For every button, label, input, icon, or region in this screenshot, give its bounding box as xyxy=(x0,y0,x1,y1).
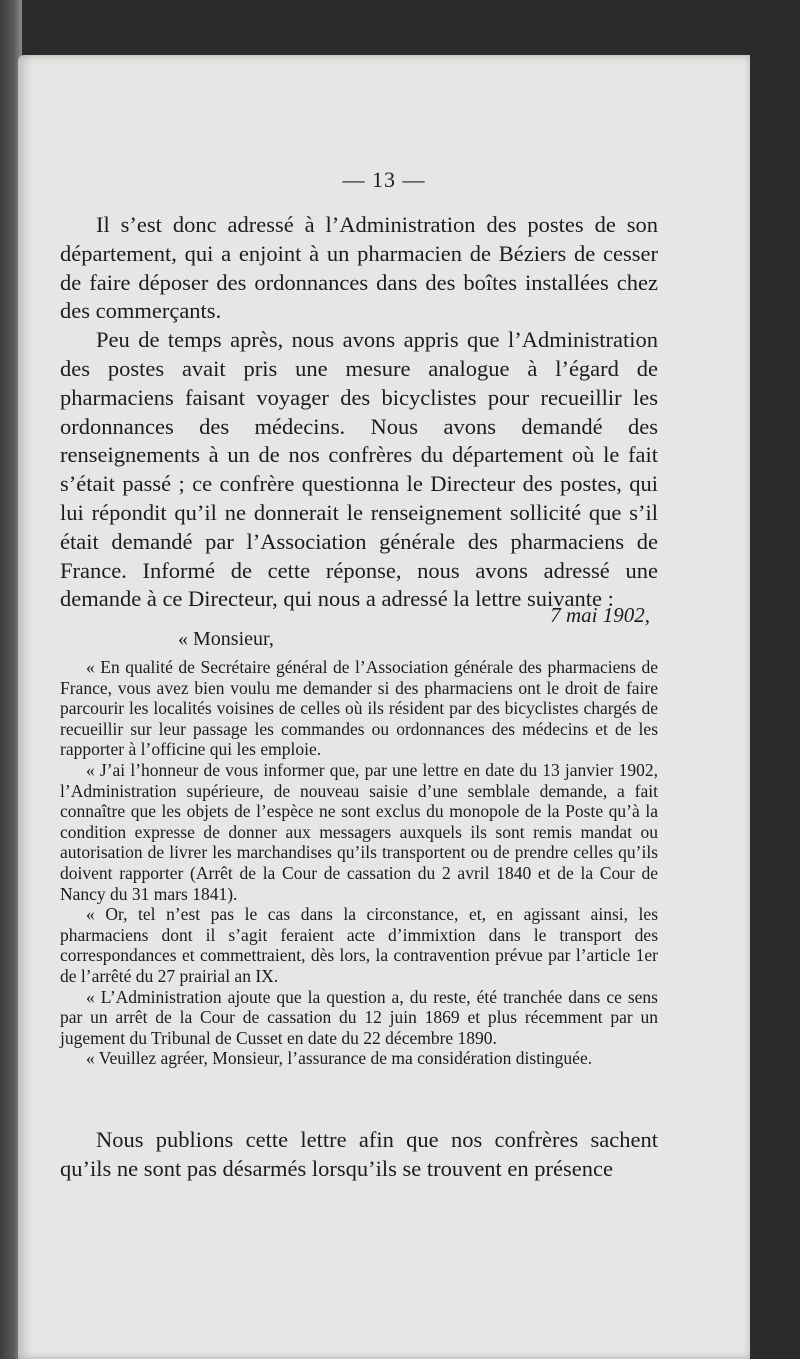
letter-salutation: « Monsieur, xyxy=(178,628,274,650)
closing-text xyxy=(60,1126,658,1184)
intro-paragraph-2: Peu de temps après, nous avons appris que l’Administration des postes avait pris une mesure analogue à l’égard de pharmaciens faisant voyager des bicyclistes pour recueillir les ordonnances des médecins. Nous avons demandé des renseignements à un de nos confrères du département où le fait s’était passé ; ce confrère questionna le Directeur des postes, qui lui répondit qu’il ne donnerait le renseignement sollicité que s’il était demandé par l’Association générale des pharmaciens de France. Informé de cette réponse, nous avons adressé une demande à ce Directeur, qui nous a adressé la lettre suivante : xyxy=(60,327,658,612)
closing-paragraph: Nous publions cette lettre afin que nos confrères sachent qu’ils ne sont pas désarmés lorsqu’ils se trouvent en présence xyxy=(60,1127,658,1181)
letter-paragraph-2: « J’ai l’honneur de vous informer que, par une lettre en date du 13 janvier 1902, l’Administration supérieure, de nouveau saisie d’une semblale demande, a fait connaître que les objets de l’espèce ne sont exclus du monopole de la Poste qu’à la condition expresse de donner aux messagers auxquels ils sont remis mandat ou autorisation de livrer les marchandises qu’ils transportent ou de prendre celles qu’ils doivent rapporter (Arrêt de la Cour de cassation du 2 avril 1840 et de la Cour de Nancy du 31 mars 1841). xyxy=(60,759,658,904)
letter-date: 7 mai 1902, xyxy=(550,603,650,627)
letter-body xyxy=(60,657,658,1069)
letter-paragraph-1: « En qualité de Secrétaire général de l’Association générale des pharmaciens de France, vous avez bien voulu me demander si des pharmaciens ont le droit de faire parcourir les localités voisines de celles où ils résident par des bicyclistes chargés de recueillir sur leur passage les commandes ou ordonnances des médecins et de les rapporter à l’officine qui les emploie. xyxy=(60,657,658,760)
letter-paragraph-3: « Or, tel n’est pas le cas dans la circonstance, et, en agissant ainsi, les pharmaciens dont il s’agit feraient acte d’immixtion dans le transport des correspondances et commettraient, dès lors, la contravention prévue par l’article 1er de l’arrêté du 27 prairial an IX. xyxy=(60,904,658,986)
book-page xyxy=(18,55,750,1359)
intro-paragraph-1: Il s’est donc adressé à l’Administration des postes de son département, qui a enjoint à un pharmacien de Béziers de cesser de faire déposer des ordonnances dans des boîtes installées chez des commerçants. xyxy=(60,212,658,324)
letter xyxy=(60,603,658,1069)
letter-paragraph-5: « Veuillez agréer, Monsieur, l’assurance de ma considération distinguée. xyxy=(86,1048,593,1069)
intro-text xyxy=(60,211,658,614)
letter-paragraph-4: « L’Administration ajoute que la question a, du reste, été tranchée dans ce sens par un arrêt de la Cour de cassation du 12 juin 1869 et plus récemment par un jugement du Tribunal de Cusset en date du 22 décembre 1890. xyxy=(60,986,658,1048)
page-number: — 13 — xyxy=(342,167,426,192)
